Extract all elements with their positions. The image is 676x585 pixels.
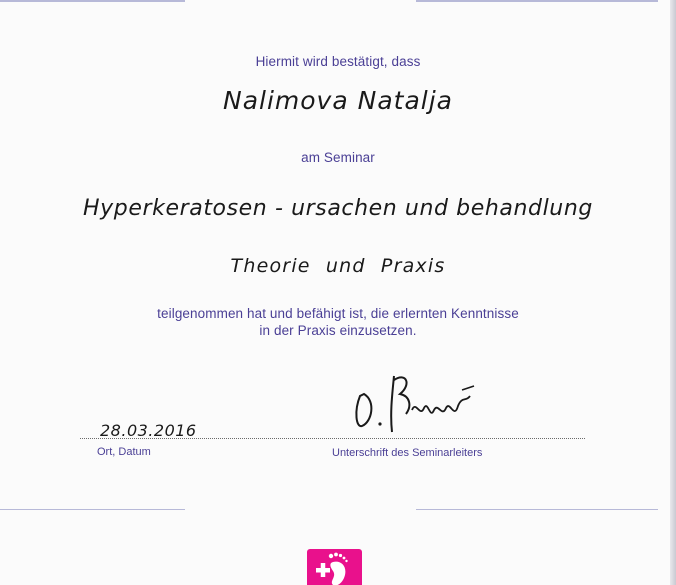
seminar-title-line-1: Hyperkeratosen - ursachen und behandlung [83, 196, 593, 221]
signature-label: Unterschrift des Seminarleiters [332, 447, 483, 459]
seminar-label: am Seminar [301, 150, 375, 165]
bottom-rule-right [416, 509, 658, 510]
certificate-intro: Hiermit wird bestätigt, dass [255, 54, 421, 69]
signature-dotted-line [80, 438, 585, 439]
foot-plus-icon [307, 549, 362, 585]
top-rule-right [416, 0, 658, 2]
statement-line-2: in der Praxis einzusetzen. [259, 323, 417, 338]
seminar-title-line-2: Theorie und Praxis [230, 255, 446, 277]
top-rule-left [0, 0, 185, 2]
foot-plus-logo [307, 549, 362, 585]
certificate-date: 28.03.2016 [100, 421, 197, 440]
signature-image [350, 366, 480, 436]
bottom-rule-left [0, 509, 185, 510]
place-date-label: Ort, Datum [97, 446, 151, 458]
statement-line-1: teilgenommen hat und befähigt ist, die erlernten Kenntnisse [157, 306, 519, 321]
participant-name: Nalimova Natalja [223, 86, 453, 115]
